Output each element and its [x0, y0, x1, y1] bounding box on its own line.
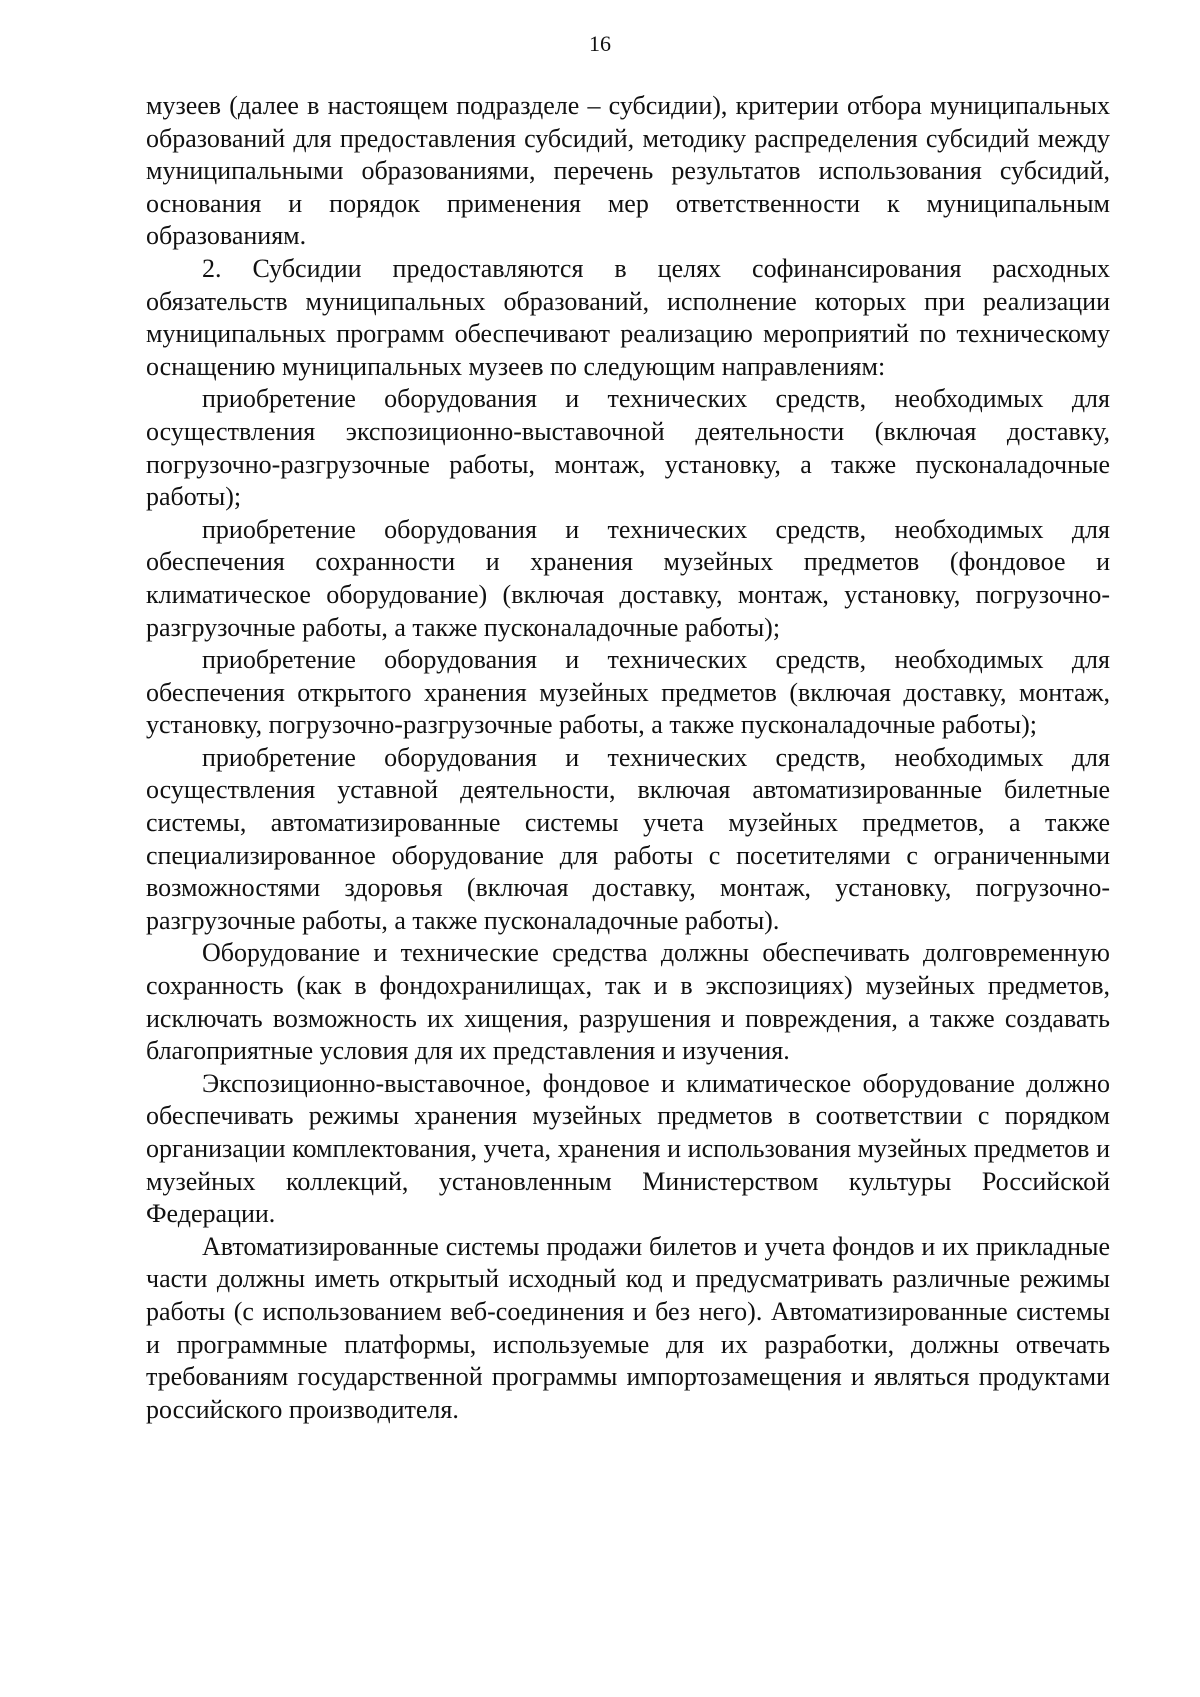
paragraph-equipment-requirements: Оборудование и технические средства должны обеспечивать долговременную сохранность (как в фондохранилищах, так и в экспозициях) музейных предметов, исключать возможность их хищения, разрушения и повреждения, а также создавать благоприятные условия для их представления и изучения. [146, 938, 1110, 1066]
paragraph-open-storage-equipment: приобретение оборудования и технических средств, необходимых для обеспечения открытого хранения музейных предметов (включая доставку, монтаж, установку, погрузочно-разгрузочные работы, а также пусконаладочные работы); [146, 645, 1110, 740]
document-body [146, 90, 1110, 1426]
page-number: 16 [589, 31, 611, 56]
paragraph-storage-equipment: приобретение оборудования и технических средств, необходимых для обеспечения сохранности и хранения музейных предметов (фондовое и климатическое оборудование) (включая доставку, монтаж, установку, погрузочно-разгрузочные работы, а также пусконаладочные работы); [146, 514, 1110, 642]
paragraph-storage-regimes: Экспозиционно-выставочное, фондовое и климатическое оборудование должно обеспечивать режимы хранения музейных предметов в соответствии с порядком организации комплектования, учета, хранения и использования музейных предметов и музейных коллекций, установленным Министерством культуры Российской Федерации. [146, 1068, 1110, 1229]
paragraph-continuation: музеев (далее в настоящем подразделе – субсидии), критерии отбора муниципальных образований для предоставления субсидий, методику распределения субсидий между муниципальными образованиями, перечень результатов использования субсидий, основания и порядок применения мер ответственности к муниципальным образованиям. [146, 91, 1110, 251]
paragraph-exhibition-equipment: приобретение оборудования и технических средств, необходимых для осуществления экспозиционно-выставочной деятельности (включая доставку, погрузочно-разгрузочные работы, монтаж, установку, а также пусконаладочные работы); [146, 384, 1110, 512]
paragraph-automated-systems: Автоматизированные системы продажи билетов и учета фондов и их прикладные части должны иметь открытый исходный код и предусматривать различные режимы работы (с использованием веб-соединения и без него). Автоматизированные системы и программные платформы, используемые для их разработки, должны отвечать требованиям государственной программы импортозамещения и являться продуктами российского производителя. [146, 1231, 1110, 1424]
paragraph-statutory-activity-equipment: приобретение оборудования и технических средств, необходимых для осуществления уставной деятельности, включая автоматизированные билетные системы, автоматизированные системы учета музейных предметов, а также специализированное оборудование для работы с посетителями с ограниченными возможностями здоровья (включая доставку, монтаж, установку, погрузочно-разгрузочные работы, а также пусконаладочные работы). [146, 742, 1110, 935]
paragraph-item-2: 2. Субсидии предоставляются в целях софинансирования расходных обязательств муниципальных образований, исполнение которых при реализации муниципальных программ обеспечивают реализацию мероприятий по техническому оснащению муниципальных музеев по следующим направлениям: [146, 253, 1110, 381]
